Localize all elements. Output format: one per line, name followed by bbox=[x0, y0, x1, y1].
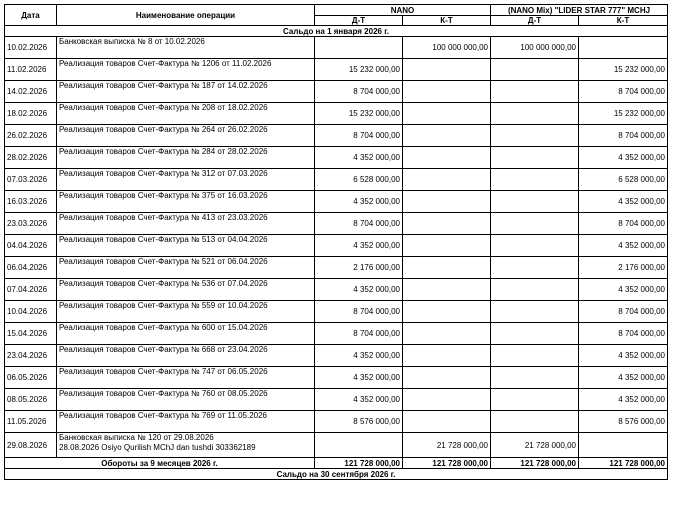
row-partner-debit bbox=[491, 411, 579, 433]
row-partner-credit: 8 704 000,00 bbox=[579, 81, 668, 103]
row-operation-name bbox=[57, 169, 315, 191]
row-nano-credit bbox=[403, 213, 491, 235]
operation-name-line-1: Реализация товаров Счет-Фактура № 747 от 06.05.2026 bbox=[59, 367, 268, 376]
saldo-end-row bbox=[5, 469, 668, 480]
row-nano-debit: 4 352 000,00 bbox=[315, 191, 403, 213]
row-partner-debit bbox=[491, 81, 579, 103]
operation-name-line-1: Реализация товаров Счет-Фактура № 769 от 11.05.2026 bbox=[59, 411, 267, 420]
operation-name-line-1: Реализация товаров Счет-Фактура № 760 от 08.05.2026 bbox=[59, 389, 268, 398]
operation-name-line-1: Реализация товаров Счет-Фактура № 187 от 14.02.2026 bbox=[59, 81, 268, 90]
table-row bbox=[5, 257, 668, 279]
table-row bbox=[5, 367, 668, 389]
row-date: 23.03.2026 bbox=[5, 213, 57, 235]
table-row bbox=[5, 147, 668, 169]
row-nano-debit: 8 704 000,00 bbox=[315, 125, 403, 147]
saldo-end-label: Сальдо на 30 сентября 2026 г. bbox=[5, 469, 668, 480]
row-operation-name bbox=[57, 213, 315, 235]
row-operation-name bbox=[57, 345, 315, 367]
row-date: 06.05.2026 bbox=[5, 367, 57, 389]
operation-name-line-1: Реализация товаров Счет-Фактура № 559 от 10.04.2026 bbox=[59, 301, 268, 310]
table-row bbox=[5, 59, 668, 81]
row-partner-debit bbox=[491, 213, 579, 235]
row-operation-name bbox=[57, 59, 315, 81]
row-nano-credit bbox=[403, 411, 491, 433]
row-partner-debit bbox=[491, 59, 579, 81]
totals-nano-debit: 121 728 000,00 bbox=[315, 458, 403, 469]
operation-name-line-1: Реализация товаров Счет-Фактура № 413 от 23.03.2026 bbox=[59, 213, 268, 222]
table-row bbox=[5, 433, 668, 458]
row-partner-credit: 8 704 000,00 bbox=[579, 323, 668, 345]
row-date: 11.02.2026 bbox=[5, 59, 57, 81]
row-nano-credit bbox=[403, 59, 491, 81]
totals-partner-credit: 121 728 000,00 bbox=[579, 458, 668, 469]
row-nano-credit bbox=[403, 147, 491, 169]
row-partner-debit: 100 000 000,00 bbox=[491, 37, 579, 59]
row-partner-credit bbox=[579, 37, 668, 59]
row-partner-debit bbox=[491, 103, 579, 125]
row-partner-credit: 8 704 000,00 bbox=[579, 301, 668, 323]
row-operation-name bbox=[57, 191, 315, 213]
table-row bbox=[5, 345, 668, 367]
reconciliation-table bbox=[4, 4, 668, 480]
row-partner-credit: 4 352 000,00 bbox=[579, 191, 668, 213]
row-date: 11.05.2026 bbox=[5, 411, 57, 433]
row-partner-debit: 21 728 000,00 bbox=[491, 433, 579, 458]
header-nano-debit: Д-Т bbox=[315, 16, 403, 26]
operation-name-line-1: Реализация товаров Счет-Фактура № 668 от 23.04.2026 bbox=[59, 345, 268, 354]
row-nano-debit: 4 352 000,00 bbox=[315, 235, 403, 257]
table-row bbox=[5, 125, 668, 147]
header-date: Дата bbox=[5, 5, 57, 26]
row-nano-debit: 8 704 000,00 bbox=[315, 81, 403, 103]
row-nano-debit: 15 232 000,00 bbox=[315, 59, 403, 81]
row-operation-name bbox=[57, 323, 315, 345]
row-partner-credit: 4 352 000,00 bbox=[579, 147, 668, 169]
row-partner-debit bbox=[491, 367, 579, 389]
row-nano-credit bbox=[403, 191, 491, 213]
row-partner-debit bbox=[491, 191, 579, 213]
row-partner-credit bbox=[579, 433, 668, 458]
row-operation-name bbox=[57, 257, 315, 279]
row-partner-credit: 4 352 000,00 bbox=[579, 389, 668, 411]
row-date: 26.02.2026 bbox=[5, 125, 57, 147]
row-partner-debit bbox=[491, 257, 579, 279]
row-partner-debit bbox=[491, 279, 579, 301]
totals-partner-debit: 121 728 000,00 bbox=[491, 458, 579, 469]
row-partner-debit bbox=[491, 301, 579, 323]
row-nano-debit: 2 176 000,00 bbox=[315, 257, 403, 279]
row-partner-debit bbox=[491, 147, 579, 169]
row-operation-name bbox=[57, 367, 315, 389]
row-nano-credit: 21 728 000,00 bbox=[403, 433, 491, 458]
row-nano-credit bbox=[403, 367, 491, 389]
totals-row bbox=[5, 458, 668, 469]
row-nano-credit bbox=[403, 125, 491, 147]
row-nano-credit bbox=[403, 235, 491, 257]
row-operation-name bbox=[57, 81, 315, 103]
saldo-start-row bbox=[5, 26, 668, 37]
header-row-1 bbox=[5, 5, 668, 16]
row-date: 15.04.2026 bbox=[5, 323, 57, 345]
row-partner-credit: 8 704 000,00 bbox=[579, 213, 668, 235]
row-date: 07.03.2026 bbox=[5, 169, 57, 191]
row-date: 23.04.2026 bbox=[5, 345, 57, 367]
row-nano-credit bbox=[403, 301, 491, 323]
operation-name-line-1: Реализация товаров Счет-Фактура № 375 от 16.03.2026 bbox=[59, 191, 268, 200]
operation-name-line-1: Реализация товаров Счет-Фактура № 521 от 06.04.2026 bbox=[59, 257, 268, 266]
row-nano-debit: 4 352 000,00 bbox=[315, 279, 403, 301]
row-partner-credit: 4 352 000,00 bbox=[579, 235, 668, 257]
row-nano-credit bbox=[403, 103, 491, 125]
row-partner-debit bbox=[491, 125, 579, 147]
operation-name-line-1: Реализация товаров Счет-Фактура № 284 от 28.02.2026 bbox=[59, 147, 268, 156]
row-operation-name bbox=[57, 125, 315, 147]
row-nano-debit bbox=[315, 37, 403, 59]
row-date: 10.04.2026 bbox=[5, 301, 57, 323]
table-row bbox=[5, 279, 668, 301]
row-partner-debit bbox=[491, 235, 579, 257]
row-date: 14.02.2026 bbox=[5, 81, 57, 103]
row-date: 28.02.2026 bbox=[5, 147, 57, 169]
row-nano-credit bbox=[403, 279, 491, 301]
operation-name-line-1: Реализация товаров Счет-Фактура № 536 от 07.04.2026 bbox=[59, 279, 268, 288]
row-nano-credit bbox=[403, 389, 491, 411]
row-nano-debit: 8 576 000,00 bbox=[315, 411, 403, 433]
row-operation-name bbox=[57, 147, 315, 169]
table-row bbox=[5, 411, 668, 433]
row-nano-credit: 100 000 000,00 bbox=[403, 37, 491, 59]
row-partner-credit: 2 176 000,00 bbox=[579, 257, 668, 279]
header-operation-name: Наименование операции bbox=[57, 5, 315, 26]
row-partner-credit: 8 576 000,00 bbox=[579, 411, 668, 433]
row-partner-credit: 8 704 000,00 bbox=[579, 125, 668, 147]
row-operation-name bbox=[57, 103, 315, 125]
row-operation-name bbox=[57, 235, 315, 257]
operation-name-line-1: Реализация товаров Счет-Фактура № 264 от 26.02.2026 bbox=[59, 125, 268, 134]
table-row bbox=[5, 301, 668, 323]
saldo-start-label: Сальдо на 1 января 2026 г. bbox=[5, 26, 668, 37]
row-nano-debit: 4 352 000,00 bbox=[315, 345, 403, 367]
table-row bbox=[5, 37, 668, 59]
table-row bbox=[5, 323, 668, 345]
totals-nano-credit: 121 728 000,00 bbox=[403, 458, 491, 469]
header-nano-credit: К-Т bbox=[403, 16, 491, 26]
row-operation-name bbox=[57, 411, 315, 433]
row-operation-name bbox=[57, 37, 315, 59]
row-nano-credit bbox=[403, 323, 491, 345]
row-partner-credit: 15 232 000,00 bbox=[579, 59, 668, 81]
row-operation-name bbox=[57, 433, 315, 458]
operation-name-line-1: Банковская выписка № 120 от 29.08.2026 bbox=[59, 433, 214, 442]
row-partner-debit bbox=[491, 169, 579, 191]
row-nano-debit: 15 232 000,00 bbox=[315, 103, 403, 125]
operation-name-line-2: 28.08.2026 Osiyo Qurilish MChJ dan tushdi 303362189 bbox=[59, 443, 256, 452]
row-nano-debit: 4 352 000,00 bbox=[315, 147, 403, 169]
row-partner-credit: 4 352 000,00 bbox=[579, 367, 668, 389]
row-operation-name bbox=[57, 301, 315, 323]
row-partner-credit: 15 232 000,00 bbox=[579, 103, 668, 125]
row-nano-debit: 8 704 000,00 bbox=[315, 301, 403, 323]
header-partner-debit: Д-Т bbox=[491, 16, 579, 26]
row-operation-name bbox=[57, 279, 315, 301]
row-nano-debit: 6 528 000,00 bbox=[315, 169, 403, 191]
row-date: 04.04.2026 bbox=[5, 235, 57, 257]
row-nano-debit bbox=[315, 433, 403, 458]
header-partner-credit: К-Т bbox=[579, 16, 668, 26]
row-date: 16.03.2026 bbox=[5, 191, 57, 213]
operation-name-line-1: Реализация товаров Счет-Фактура № 513 от 04.04.2026 bbox=[59, 235, 268, 244]
row-nano-debit: 8 704 000,00 bbox=[315, 213, 403, 235]
totals-label: Обороты за 9 месяцев 2026 г. bbox=[5, 458, 315, 469]
header-nano: NANO bbox=[315, 5, 491, 16]
table-row bbox=[5, 191, 668, 213]
row-date: 07.04.2026 bbox=[5, 279, 57, 301]
operation-name-line-1: Реализация товаров Счет-Фактура № 600 от 15.04.2026 bbox=[59, 323, 268, 332]
operation-name-line-1: Банковская выписка № 8 от 10.02.2026 bbox=[59, 37, 205, 46]
row-date: 08.05.2026 bbox=[5, 389, 57, 411]
row-date: 18.02.2026 bbox=[5, 103, 57, 125]
row-nano-debit: 4 352 000,00 bbox=[315, 367, 403, 389]
row-date: 29.08.2026 bbox=[5, 433, 57, 458]
row-partner-credit: 6 528 000,00 bbox=[579, 169, 668, 191]
row-nano-debit: 4 352 000,00 bbox=[315, 389, 403, 411]
header-partner: (NANO Mix) "LIDER STAR 777" MCHJ bbox=[491, 5, 668, 16]
row-date: 10.02.2026 bbox=[5, 37, 57, 59]
row-nano-credit bbox=[403, 169, 491, 191]
row-partner-debit bbox=[491, 345, 579, 367]
row-nano-credit bbox=[403, 81, 491, 103]
operation-name-line-1: Реализация товаров Счет-Фактура № 1206 от 11.02.2026 bbox=[59, 59, 272, 68]
row-partner-debit bbox=[491, 323, 579, 345]
operation-name-line-1: Реализация товаров Счет-Фактура № 312 от 07.03.2026 bbox=[59, 169, 268, 178]
row-partner-debit bbox=[491, 389, 579, 411]
row-partner-credit: 4 352 000,00 bbox=[579, 345, 668, 367]
table-row bbox=[5, 169, 668, 191]
row-operation-name bbox=[57, 389, 315, 411]
table-row bbox=[5, 213, 668, 235]
operation-name-line-1: Реализация товаров Счет-Фактура № 208 от 18.02.2026 bbox=[59, 103, 268, 112]
row-date: 06.04.2026 bbox=[5, 257, 57, 279]
row-nano-debit: 8 704 000,00 bbox=[315, 323, 403, 345]
row-partner-credit: 4 352 000,00 bbox=[579, 279, 668, 301]
table-row bbox=[5, 81, 668, 103]
table-row bbox=[5, 235, 668, 257]
table-row bbox=[5, 103, 668, 125]
row-nano-credit bbox=[403, 257, 491, 279]
table-row bbox=[5, 389, 668, 411]
row-nano-credit bbox=[403, 345, 491, 367]
